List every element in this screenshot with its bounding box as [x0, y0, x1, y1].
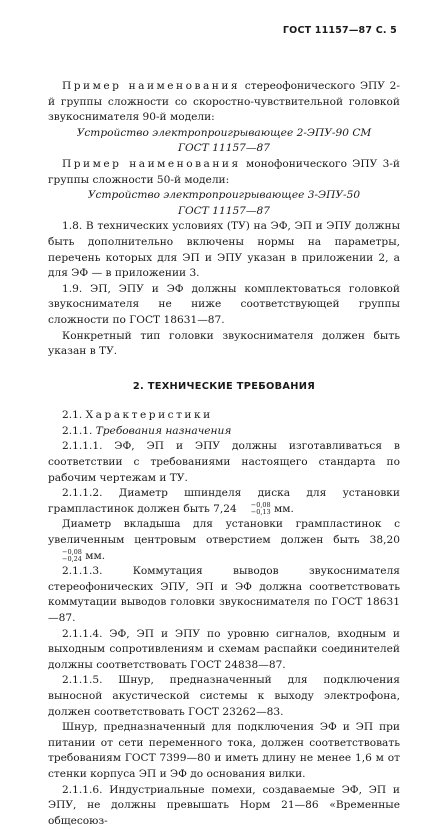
spindle-tolerance-upper: −0,08 — [250, 501, 271, 510]
paragraph-2-1 — [48, 408, 400, 424]
example-1-gost: ГОСТ 11157—87 — [177, 142, 270, 155]
insert-tolerance — [48, 549, 82, 562]
insert-unit: мм. — [81, 549, 106, 562]
example-2-intro — [48, 157, 400, 188]
paragraph-2-1-1-5-cord: Шнур, предназначенный для подключения ЭФ и ЭП при питании от сети переменного тока, должен соответствовать требованиям ГОСТ 7399—80 и иметь длину не менее 1,6 м от стенки корпуса ЭП и ЭФ до основания вилки. — [48, 721, 400, 780]
paragraph-2-1-1-title: Требования назначения — [95, 424, 232, 437]
paragraph-2-1-1-4: 2.1.1.4. ЭФ, ЭП и ЭПУ по уровню сигналов, входным и выходным сопротивлениям и схемам распайки соединителей должны соответствовать ГОСТ 24838—87. — [48, 627, 400, 671]
paragraph-1-9-note: Конкретный тип головки звукоснимателя должен быть указан в ТУ. — [48, 329, 400, 358]
paragraph-2-1-1-6: 2.1.1.6. Индустриальные помехи, создаваемые ЭФ, ЭП и ЭПУ, не должны превышать Норм 21—86 «Временные общесоюз- — [48, 783, 400, 827]
spindle-unit: мм. — [270, 502, 294, 515]
example-1-lead: Пример наименования — [62, 80, 241, 92]
section-title: 2. ТЕХНИЧЕСКИЕ ТРЕБОВАНИЯ — [132, 380, 316, 392]
insert-diameter-text: Диаметр вкладыша для установки грампластинок с увеличенным центровым отверстием должен быть 38,20 — [48, 518, 400, 547]
paragraph-2-1-number: 2.1. — [62, 409, 86, 422]
spindle-tolerance-lower: −0,13 — [250, 507, 271, 516]
paragraph-1-9: 1.9. ЭП, ЭПУ и ЭФ должны комплектоваться головкой звукоснимателя не ниже соответствующей группы сложности по ГОСТ 18631—87. — [48, 282, 400, 326]
paragraph-2-1-1-number: 2.1.1. — [62, 424, 96, 437]
example-1-name: Устройство электропроигрывающее 2-ЭПУ-90 СМ — [76, 126, 372, 139]
insert-tolerance-lower: −0,24 — [62, 554, 82, 563]
paragraph-2-1-1-2 — [48, 486, 400, 517]
page-header: ГОСТ 11157—87 С. 5 — [282, 25, 397, 36]
example-2-name: Устройство электропроигрывающее 3-ЭПУ-50 — [87, 189, 361, 202]
example-1-text: стереофонического ЭПУ 2-й группы сложности со скоростно-чувствительной головкой звукоснимателя 90-й модели: — [48, 80, 400, 124]
insert-tolerance-upper: −0,08 — [62, 548, 82, 557]
paragraph-1-8: 1.8. В технических условиях (ТУ) на ЭФ, ЭП и ЭПУ должны быть дополнительно включены нормы на параметры, перечень которых для ЭП и ЭПУ указан в приложении 2, а для ЭФ — в приложении 3. — [48, 220, 400, 280]
paragraph-2-1-1-3: 2.1.1.3. Коммутация выводов звукоснимателя стереофонических ЭПУ, ЭП и ЭФ должна соответствовать коммутации выводов головки звукоснимателя по ГОСТ 18631—87. — [48, 565, 400, 624]
document-body — [48, 79, 400, 829]
example-2-gost: ГОСТ 11157—87 — [177, 204, 270, 217]
spindle-tolerance — [237, 502, 271, 515]
example-1-intro — [48, 79, 400, 126]
paragraph-insert-diameter — [48, 517, 400, 564]
paragraph-2-1-1-1: 2.1.1.1. ЭФ, ЭП и ЭПУ должны изготавливаться в соответствии с требованиями настоящего стандарта по рабочим чертежам и ТУ. — [48, 440, 400, 484]
paragraph-2-1-title: Характеристики — [85, 409, 213, 422]
example-2-lead: Пример наименования — [62, 157, 241, 170]
paragraph-2-1-1 — [48, 424, 400, 440]
spindle-diameter-text: 2.1.1.2. Диаметр шпинделя диска для установки грампластинок должен быть 7,24 — [48, 487, 400, 515]
paragraph-2-1-1-5: 2.1.1.5. Шнур, предназначенный для подключения выносной акустической системы к выходу электрофона, должен соответствовать ГОСТ 23262—83. — [48, 674, 400, 718]
example-2-text: монофонического ЭПУ 3-й группы сложности 50-й модели: — [48, 157, 400, 186]
